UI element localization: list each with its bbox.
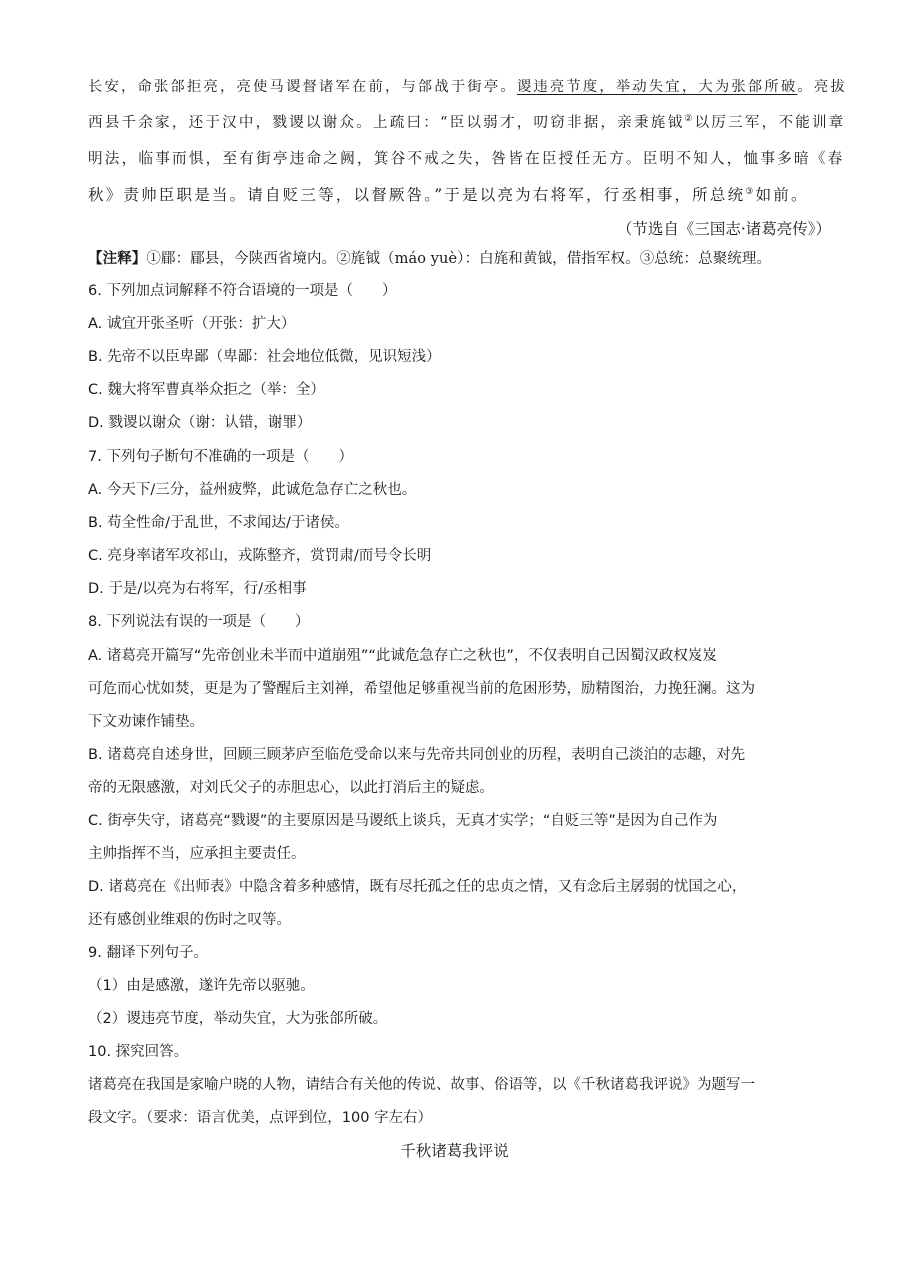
question-9-sentence-1: （1）由是感激，遂许先帝以驱驰。	[88, 978, 315, 994]
question-7-option-a: A. 今天下/三分，益州疲弊，此诚危急存亡之秋也。	[88, 482, 417, 498]
passage-text: 以厉三军，不能训章	[694, 114, 846, 131]
passage-line-1	[88, 76, 847, 98]
essay-title: 千秋诸葛我评说	[400, 1142, 509, 1160]
question-7-stem: 7. 下列句子断句不准确的一项是（ ）	[88, 449, 353, 465]
question-9-sentence-2: （2）谡违亮节度，举动失宜，大为张郃所破。	[88, 1011, 388, 1027]
footnote-marker: ②	[684, 114, 695, 124]
question-6-stem: 6. 下列加点词解释不符合语境的一项是（ ）	[88, 283, 397, 299]
question-10-prompt-line-2: 段文字。（要求：语言优美，点评到位，100 字左右）	[88, 1110, 433, 1126]
question-8-option-c-line-2: 主帅指挥不当，应承担主要责任。	[88, 846, 306, 862]
question-8-option-d-line-1: D. 诸葛亮在《出师表》中隐含着多种感情，既有尽托孤之任的忠贞之情，又有念后主孱弱的忧国之心，	[88, 879, 747, 895]
question-7-option-b: B. 苟全性命/于乱世，不求闻达/于诸侯。	[88, 515, 349, 531]
annotation-label: 【注释】	[88, 250, 147, 267]
passage-line-2	[88, 112, 846, 134]
passage-line-3: 明法，临事而惧，至有街亭违命之阙，箕谷不戒之失，咎皆在臣授任无方。臣明不知人，恤事多暗《春	[88, 150, 845, 167]
passage-text: 如前。	[755, 186, 809, 204]
question-10-prompt-line-1: 诸葛亮在我国是家喻户晓的人物，请结合有关他的传说、故事、俗语等，以《千秋诸葛我评说》为题写一	[88, 1077, 755, 1093]
question-7-option-d: D. 于是/以亮为右将军，行/丞相事	[88, 581, 307, 597]
footnote-marker: ③	[745, 187, 756, 197]
question-8-option-b-line-1: B. 诸葛亮自述身世，回顾三顾茅庐至临危受命以来与先帝共同创业的历程，表明自己淡泊的志趣，对先	[88, 747, 746, 763]
question-6-option-d: D. 戮谡以谢众（谢：认错，谢罪）	[88, 415, 312, 431]
question-9-stem: 9. 翻译下列句子。	[88, 945, 208, 961]
question-6-option-b: B. 先帝不以臣卑鄙（卑鄙：社会地位低微，见识短浅）	[88, 349, 441, 365]
question-8-option-a-line-3: 下文劝谏作铺垫。	[88, 714, 204, 730]
passage-text: 长安，命张郃拒亮，亮使马谡督诸军在前，与郃战于街亭。	[88, 79, 517, 95]
question-6-option-a: A. 诚宜开张圣听（开张：扩大）	[88, 316, 296, 332]
passage-text: 。亮拔	[797, 79, 847, 95]
question-8-option-d-line-2: 还有感创业维艰的伤时之叹等。	[88, 912, 291, 928]
underlined-sentence: 谡违亮节度，举动失宜，大为张郃所破	[516, 79, 798, 95]
question-8-option-a-line-2: 可危而心忧如焚，更是为了警醒后主刘禅，希望他足够重视当前的危困形势，励精图治，力挽狂澜。这为	[88, 681, 755, 697]
annotation-line	[88, 248, 771, 270]
question-8-stem: 8. 下列说法有误的一项是（ ）	[88, 614, 310, 630]
question-10-stem: 10. 探究回答。	[88, 1044, 189, 1060]
annotation-text: ①郿：郿县，今陕西省境内。②旄钺（máo yuè）：白旄和黄钺，借指军权。③总统：总聚统理。	[146, 251, 772, 267]
passage-source: （节选自《三国志·诸葛亮传》）	[616, 220, 831, 238]
question-8-option-a-line-1: A. 诸葛亮开篇写“先帝创业未半而中道崩殂”“此诚危急存亡之秋也”，不仅表明自己因蜀汉政权岌岌	[88, 648, 717, 664]
passage-text: 西县千余家，还于汉中，戮谡以谢众。上疏曰：“臣以弱才，叨窃非据，亲秉旄钺	[88, 114, 685, 131]
passage-text: 秋》责帅臣职是当。请自贬三等，以督厥咎。”于是以亮为右将军，行丞相事，所总统	[88, 186, 746, 204]
question-7-option-c: C. 亮身率诸军攻祁山，戎陈整齐，赏罚肃/而号令长明	[88, 548, 432, 564]
question-6-option-c: C. 魏大将军曹真举众拒之（举：全）	[88, 382, 325, 398]
question-8-option-c-line-1: C. 街亭失守，诸葛亮“戮谡”的主要原因是马谡纸上谈兵，无真才实学；“自贬三等”是因为自己作为	[88, 813, 718, 829]
passage-line-4	[88, 184, 809, 206]
question-8-option-b-line-2: 帝的无限感激，对刘氏父子的赤胆忠心，以此打消后主的疑虑。	[88, 780, 494, 796]
